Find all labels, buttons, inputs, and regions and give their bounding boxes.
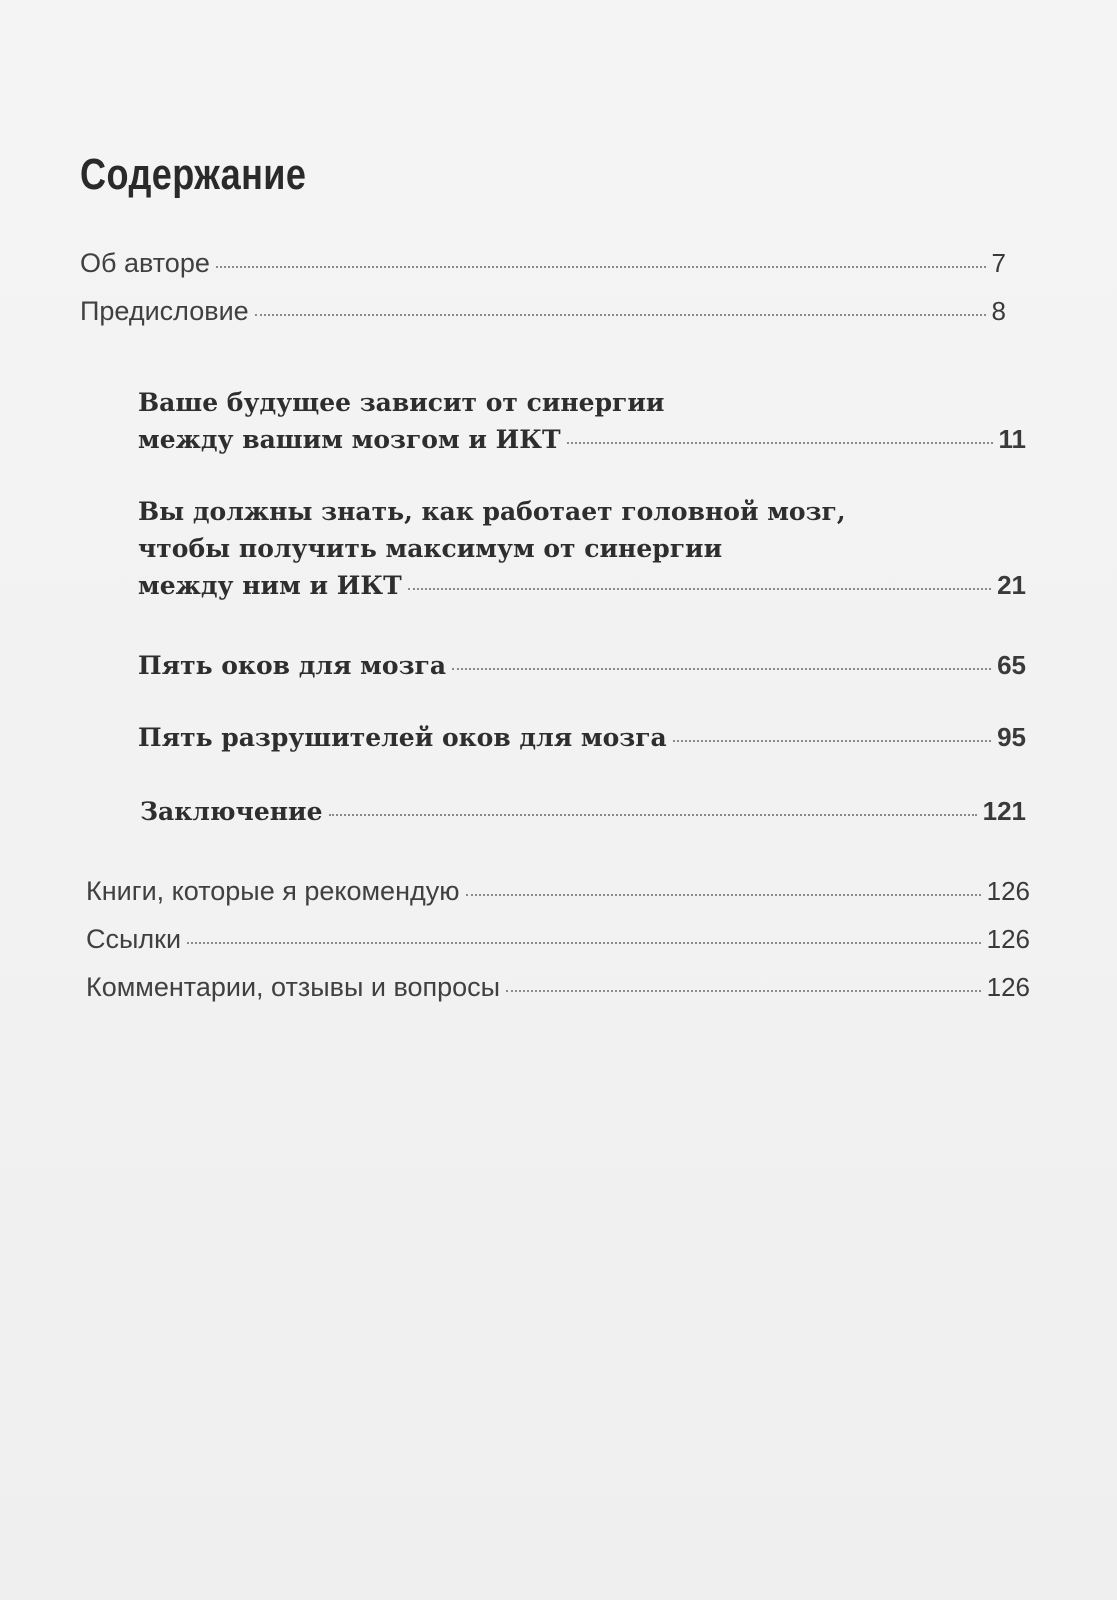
toc-chapter-title-line: Пять разрушителей оков для мозга [138, 723, 667, 752]
dot-leader [466, 894, 981, 896]
toc-chapter-last-line [138, 421, 1026, 458]
toc-entry-label: Об авторе [80, 248, 210, 278]
toc-entry-preface [80, 296, 1006, 327]
toc-entry-page: 126 [986, 876, 1030, 906]
toc-entry-page: 21 [997, 570, 1026, 600]
dot-leader [329, 814, 977, 816]
toc-chapter-title-line: Пять оков для мозга [138, 651, 447, 680]
toc-chapter-last-line [138, 567, 1026, 604]
toc-entry-page: 95 [997, 722, 1026, 752]
toc-chapter-title-line: Вы должны знать, как работает головной мозг, [138, 497, 846, 526]
toc-entry-page: 65 [997, 650, 1026, 680]
toc-entry-label: Предисловие [80, 296, 249, 326]
dot-leader [567, 442, 993, 444]
page-title: Содержание [80, 150, 307, 199]
toc-chapter-2 [138, 493, 1028, 604]
toc-entry-page: 126 [986, 972, 1030, 1002]
dot-leader [255, 314, 986, 316]
toc-chapter-1 [138, 384, 1028, 458]
toc-entry-page: 126 [986, 924, 1030, 954]
toc-entry-page: 11 [998, 424, 1026, 454]
toc-entry-label: Ссылки [86, 924, 182, 954]
dot-leader [187, 942, 981, 944]
dot-leader [452, 668, 991, 670]
toc-entry-page: 7 [991, 248, 1006, 278]
toc-entry-page: 121 [982, 796, 1026, 826]
toc-chapter-title-line: между ним и ИКТ [138, 571, 402, 600]
toc-entry-page: 8 [991, 296, 1006, 326]
toc-entry-label: Комментарии, отзывы и вопросы [86, 972, 501, 1002]
toc-entry-about-author [80, 248, 1006, 279]
dot-leader [408, 588, 991, 590]
toc-entry-references [86, 924, 1030, 955]
toc-entry-recommended-books [86, 876, 1030, 907]
toc-entry-label: Книги, которые я рекомендую [86, 876, 460, 906]
toc-chapter-title-line: чтобы получить максимум от синергии [138, 534, 723, 563]
dot-leader [673, 740, 991, 742]
toc-chapter-4 [138, 722, 1026, 753]
dot-leader [216, 266, 986, 268]
toc-chapter-title-line: Заключение [140, 797, 323, 826]
dot-leader [506, 990, 981, 992]
toc-chapter-title-line: между вашим мозгом и ИКТ [138, 425, 561, 454]
toc-chapter-title-line: Ваше будущее зависит от синергии [138, 388, 665, 417]
toc-chapter-5 [140, 796, 1026, 827]
toc-entry-comments [86, 972, 1030, 1003]
toc-chapter-3 [138, 650, 1026, 681]
